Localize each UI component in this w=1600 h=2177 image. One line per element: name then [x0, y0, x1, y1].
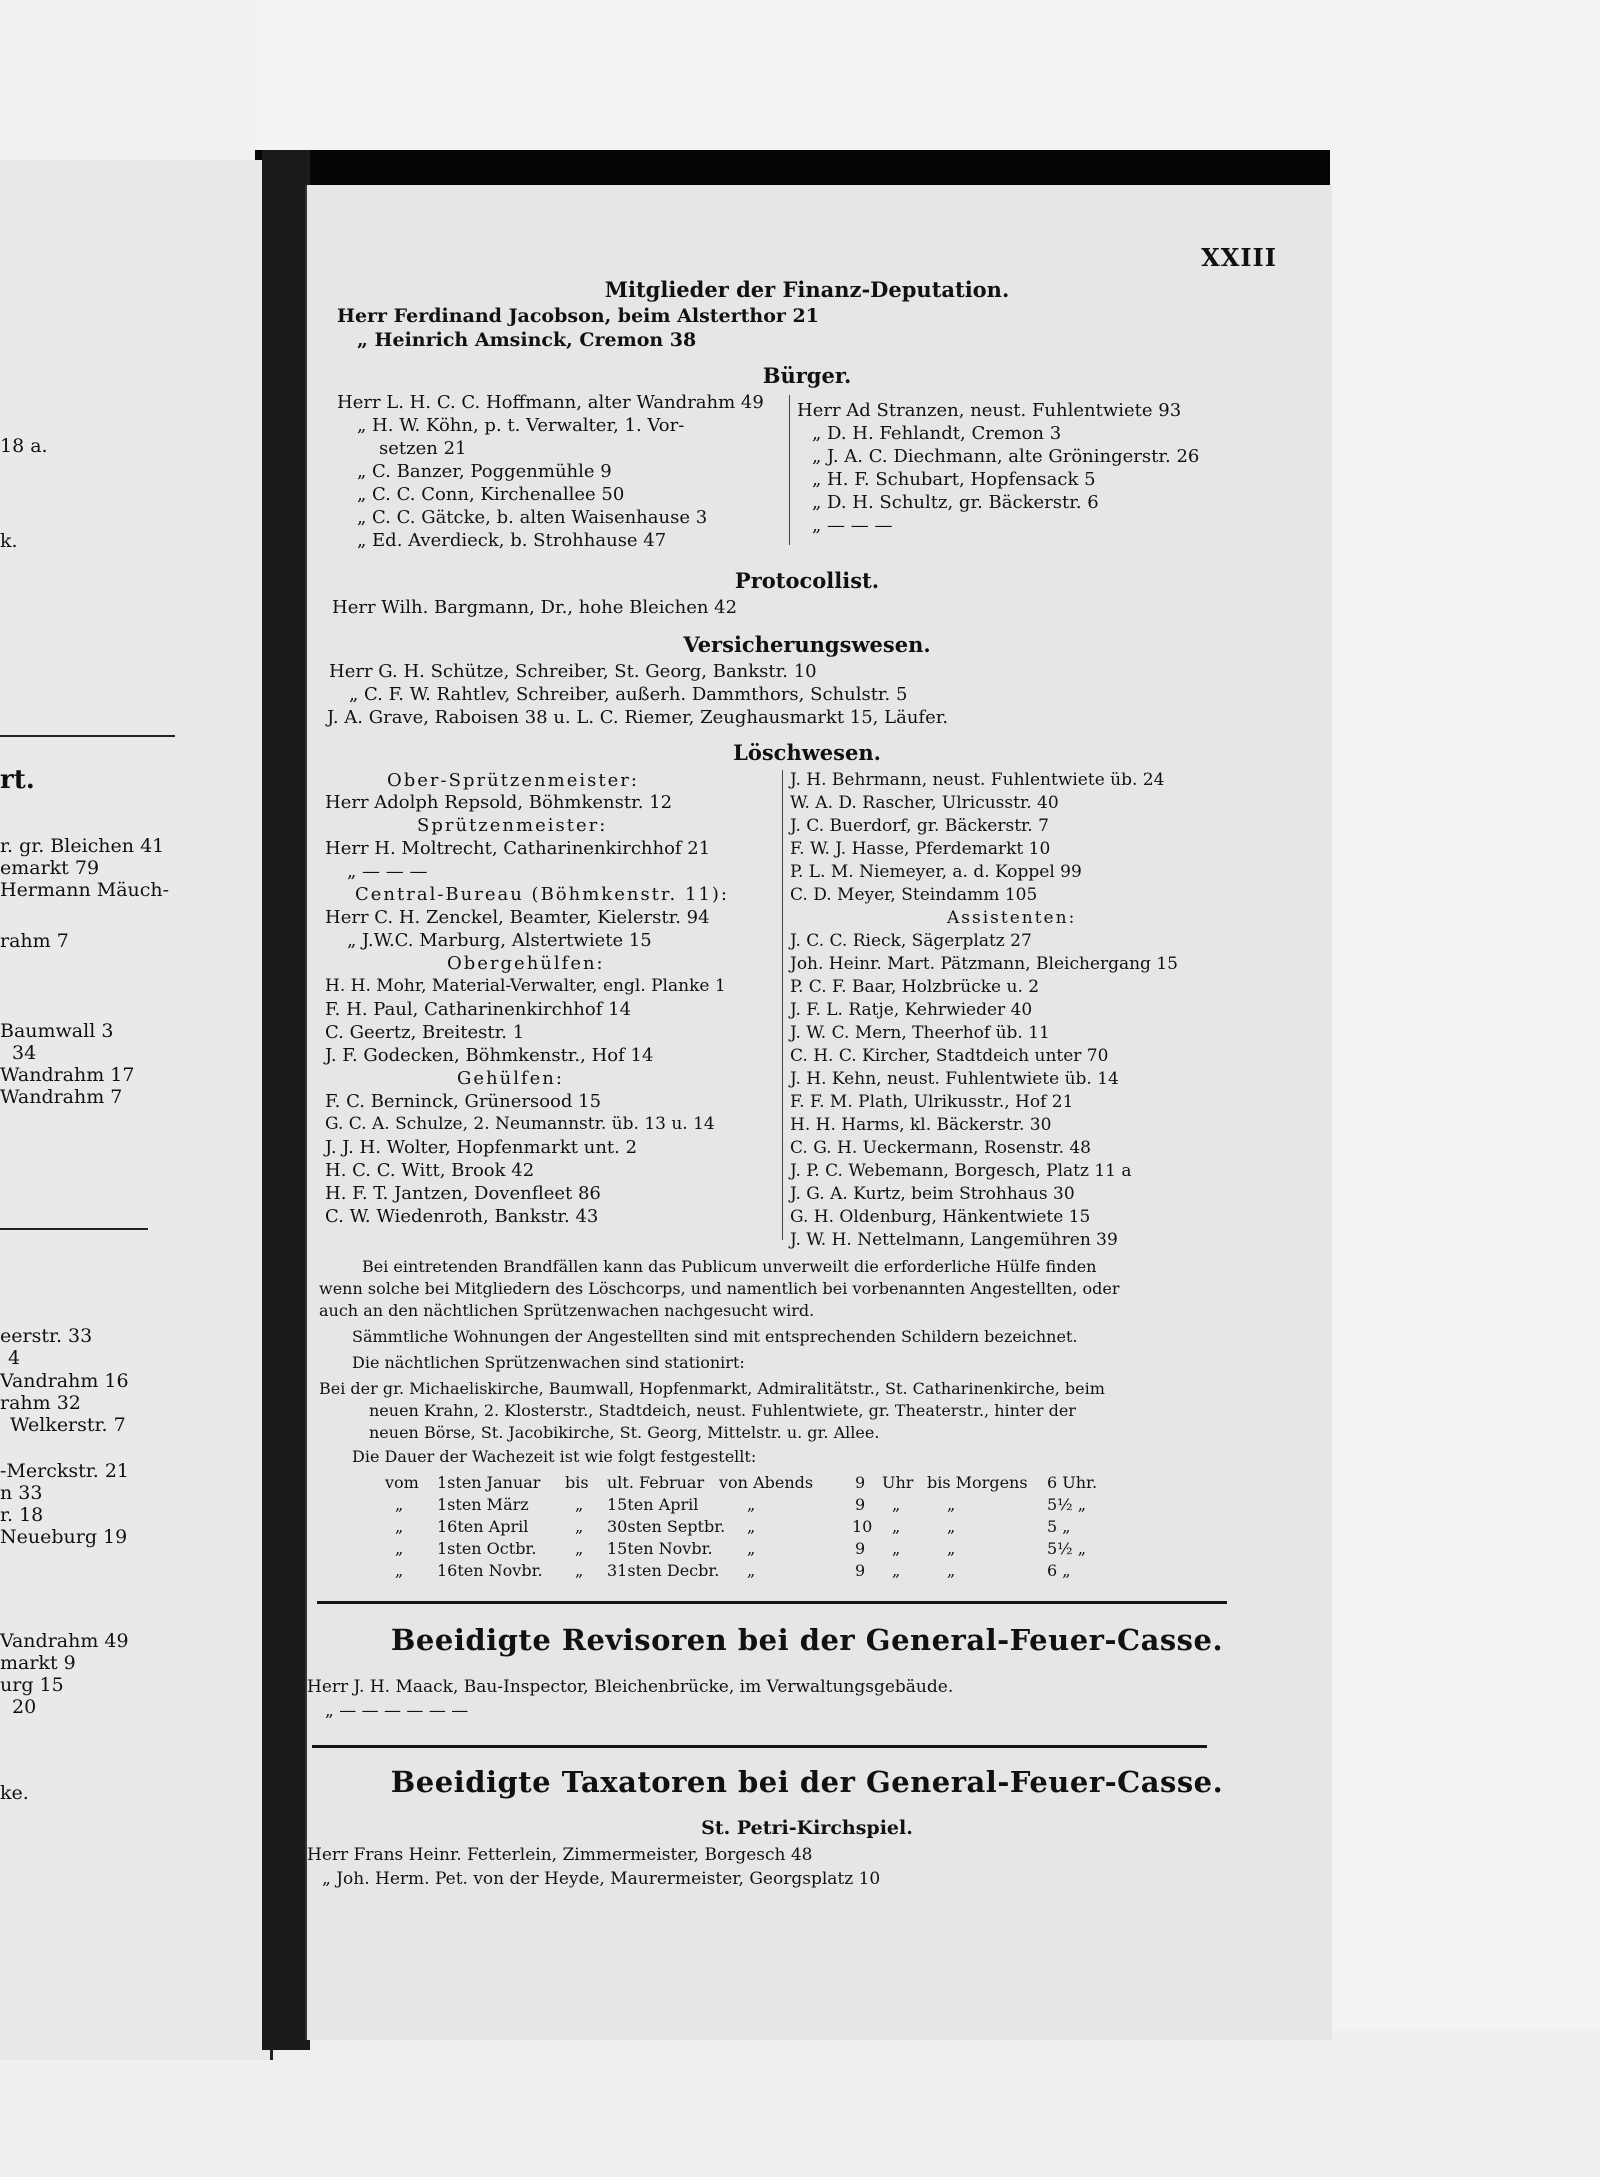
buerger-left-line: „ C. C. Conn, Kirchenallee 50	[357, 484, 625, 505]
loesch-left-line: J. J. H. Wolter, Hopfenmarkt unt. 2	[325, 1137, 638, 1158]
left-fragment: Welkerstr. 7	[10, 1414, 126, 1436]
buerger-left-line: „ Ed. Averdieck, b. Strohhause 47	[357, 530, 667, 551]
loesch-right-line: F. W. J. Hasse, Pferdemarkt 10	[790, 839, 1051, 859]
buerger-right-line: „ — — —	[812, 515, 893, 536]
schedule-cell: 9	[855, 1495, 866, 1514]
loesch-left-line: H. H. Mohr, Material-Verwalter, engl. Planke 1	[325, 976, 726, 996]
buerger-column-separator	[789, 395, 790, 545]
loesch-left-line: F. C. Berninck, Grünersood 15	[325, 1091, 602, 1112]
loesch-right-line: J. F. L. Ratje, Kehrwieder 40	[790, 1000, 1033, 1020]
versicherung-line: Herr G. H. Schütze, Schreiber, St. Georg, Bankstr. 10	[329, 661, 817, 682]
protocollist-line: Herr Wilh. Bargmann, Dr., hohe Bleichen 42	[332, 597, 738, 618]
left-fragment: r. gr. Bleichen 41	[0, 835, 165, 857]
schedule-cell: „	[747, 1517, 756, 1536]
loesch-left-line: Obergehülfen:	[447, 953, 605, 974]
schedule-cell: 16ten Novbr.	[437, 1561, 543, 1580]
loesch-right-line: J. G. A. Kurtz, beim Strohhaus 30	[790, 1184, 1075, 1204]
schedule-cell: „	[747, 1561, 756, 1580]
loesch-left-line: „ J.W.C. Marburg, Alstertwiete 15	[347, 930, 652, 951]
loesch-left-line: Herr C. H. Zenckel, Beamter, Kielerstr. 94	[325, 907, 710, 928]
buerger-right-line: Herr Ad Stranzen, neust. Fuhlentwiete 93	[797, 400, 1182, 421]
loesch-left-line: Central-Bureau (Böhmkenstr. 11):	[355, 884, 729, 905]
schedule-cell: 5 „	[1047, 1517, 1071, 1536]
main-page	[305, 185, 1332, 2040]
schedule-cell: 10	[852, 1517, 873, 1536]
notice-line: Die Dauer der Wachezeit ist wie folgt festgestellt:	[352, 1447, 757, 1466]
schedule-cell: bis	[565, 1473, 589, 1492]
loesch-right-line: W. A. D. Rascher, Ulricusstr. 40	[790, 793, 1059, 813]
buerger-left-line: setzen 21	[379, 438, 467, 459]
schedule-cell: „	[892, 1561, 901, 1580]
left-fragment: 34	[12, 1042, 37, 1064]
loeschwesen-column-separator	[782, 770, 783, 1240]
notice-line: auch an den nächtlichen Sprützenwachen nachgesucht wird.	[319, 1301, 815, 1320]
notice-line: Bei eintretenden Brandfällen kann das Publicum unverweilt die erforderliche Hülfe finden	[362, 1257, 1097, 1276]
taxatoren-heading: Beeidigte Taxatoren bei der General-Feuer-Casse.	[390, 1765, 1224, 1799]
left-fragment: Hermann Mäuch-	[0, 879, 170, 901]
schedule-cell: 9	[855, 1473, 866, 1492]
loesch-left-line: Gehülfen:	[457, 1068, 564, 1089]
buerger-left-line: „ H. W. Köhn, p. t. Verwalter, 1. Vor-	[357, 415, 685, 436]
loesch-left-line: Herr Adolph Repsold, Böhmkenstr. 12	[325, 792, 673, 813]
left-fragment: Wandrahm 7	[0, 1086, 123, 1108]
schedule-cell: 16ten April	[437, 1517, 529, 1536]
loesch-right-line: J. W. H. Nettelmann, Langemühren 39	[790, 1230, 1118, 1250]
schedule-cell: „	[892, 1539, 901, 1558]
schedule-cell: „	[395, 1561, 404, 1580]
schedule-cell: Uhr	[882, 1473, 914, 1492]
background-right	[1330, 0, 1600, 2177]
schedule-cell: 15ten Novbr.	[607, 1539, 713, 1558]
loesch-right-line: J. H. Kehn, neust. Fuhlentwiete üb. 14	[790, 1069, 1119, 1089]
loesch-right-line: C. D. Meyer, Steindamm 105	[790, 885, 1038, 905]
revisoren-line: Herr J. H. Maack, Bau-Inspector, Bleichenbrücke, im Verwaltungsgebäude.	[307, 1677, 954, 1697]
loesch-left-line: H. F. T. Jantzen, Dovenfleet 86	[325, 1183, 601, 1204]
schedule-cell: ult. Februar	[607, 1473, 705, 1492]
versicherung-line: J. A. Grave, Raboisen 38 u. L. C. Riemer, Zeughausmarkt 15, Läufer.	[327, 707, 949, 728]
left-fragment: Wandrahm 17	[0, 1064, 135, 1086]
loesch-right-line: C. G. H. Ueckermann, Rosenstr. 48	[790, 1138, 1092, 1158]
schedule-cell: 31sten Decbr.	[607, 1561, 720, 1580]
loesch-right-line: P. C. F. Baar, Holzbrücke u. 2	[790, 977, 1040, 997]
buerger-left-line: „ C. C. Gätcke, b. alten Waisenhause 3	[357, 507, 708, 528]
left-fragment: 20	[12, 1696, 37, 1718]
protocollist-heading: Protocollist.	[734, 568, 880, 593]
schedule-cell: vom	[385, 1473, 419, 1492]
loesch-left-line: J. F. Godecken, Böhmkenstr., Hof 14	[325, 1045, 654, 1066]
left-fragment: markt 9	[0, 1652, 76, 1674]
notice-line: Die nächtlichen Sprützenwachen sind stationirt:	[352, 1353, 745, 1372]
buerger-right-line: „ J. A. C. Diechmann, alte Gröningerstr. 26	[812, 446, 1200, 467]
schedule-cell: „	[395, 1495, 404, 1514]
schedule-cell: 5½ „	[1047, 1539, 1087, 1558]
schedule-cell: 9	[855, 1561, 866, 1580]
loesch-right-line: Assistenten:	[947, 908, 1077, 928]
loesch-left-line: C. Geertz, Breitestr. 1	[325, 1022, 525, 1043]
notice-line: neuen Krahn, 2. Klosterstr., Stadtdeich, neust. Fuhlentwiete, gr. Theaterstr., hinter der	[369, 1401, 1076, 1420]
finanz-line: „ Heinrich Amsinck, Cremon 38	[357, 329, 697, 351]
section-rule	[312, 1745, 1207, 1748]
taxatoren-line: „ Joh. Herm. Pet. von der Heyde, Maurermeister, Georgsplatz 10	[322, 1869, 881, 1889]
loesch-left-line: G. C. A. Schulze, 2. Neumannstr. üb. 13 u. 14	[325, 1114, 715, 1134]
loesch-right-line: J. C. Buerdorf, gr. Bäckerstr. 7	[790, 816, 1049, 836]
left-fragment: eerstr. 33	[0, 1325, 93, 1347]
revisoren-line: „ — — — — — —	[325, 1701, 469, 1721]
finanz-heading: Mitglieder der Finanz-Deputation.	[604, 277, 1010, 302]
schedule-cell: „	[575, 1517, 584, 1536]
left-facing-page	[0, 160, 273, 2060]
loesch-right-line: F. F. M. Plath, Ulrikusstr., Hof 21	[790, 1092, 1074, 1112]
buerger-left-line: Herr L. H. C. C. Hoffmann, alter Wandrahm 49	[337, 392, 764, 413]
left-fragment: k.	[0, 530, 18, 552]
left-rule	[0, 735, 175, 737]
loesch-right-line: J. H. Behrmann, neust. Fuhlentwiete üb. 24	[790, 770, 1165, 790]
taxatoren-subheading: St. Petri-Kirchspiel.	[701, 1817, 913, 1839]
schedule-cell: „	[747, 1495, 756, 1514]
loesch-right-line: J. P. C. Webemann, Borgesch, Platz 11 a	[790, 1161, 1132, 1181]
left-fragment: Vandrahm 16	[0, 1370, 129, 1392]
schedule-cell: „	[947, 1539, 956, 1558]
left-fragment: rahm 32	[0, 1392, 81, 1414]
schedule-cell: „	[892, 1517, 901, 1536]
notice-line: neuen Börse, St. Jacobikirche, St. Georg, Mittelstr. u. gr. Allee.	[369, 1423, 880, 1442]
schedule-cell: 6 „	[1047, 1561, 1071, 1580]
loesch-right-line: J. W. C. Mern, Theerhof üb. 11	[790, 1023, 1050, 1043]
left-fragment: 18 a.	[0, 435, 48, 457]
versicherung-line: „ C. F. W. Rahtlev, Schreiber, außerh. Dammthors, Schulstr. 5	[349, 684, 908, 705]
loeschwesen-heading: Löschwesen.	[733, 740, 881, 765]
loesch-left-line: Herr H. Moltrecht, Catharinenkirchhof 21	[325, 838, 711, 859]
schedule-cell: „	[395, 1517, 404, 1536]
left-fragment: rahm 7	[0, 930, 69, 952]
left-fragment: r. 18	[0, 1504, 44, 1526]
buerger-right-line: „ H. F. Schubart, Hopfensack 5	[812, 469, 1096, 490]
schedule-cell: 9	[855, 1539, 866, 1558]
schedule-cell: „	[395, 1539, 404, 1558]
notice-line: Sämmtliche Wohnungen der Angestellten sind mit entsprechenden Schildern bezeichnet.	[352, 1327, 1078, 1346]
left-fragment: 4	[8, 1347, 21, 1369]
schedule-cell: „	[575, 1561, 584, 1580]
schedule-cell: „	[747, 1539, 756, 1558]
page-number: XXIII	[1201, 243, 1277, 272]
loesch-right-line: J. C. C. Rieck, Sägerplatz 27	[790, 931, 1032, 951]
section-rule	[317, 1601, 1227, 1604]
left-fragment: rt.	[0, 765, 35, 795]
schedule-cell: „	[947, 1561, 956, 1580]
schedule-cell: 5½ „	[1047, 1495, 1087, 1514]
finanz-line: Herr Ferdinand Jacobson, beim Alsterthor 21	[337, 305, 819, 327]
loesch-left-line: F. H. Paul, Catharinenkirchhof 14	[325, 999, 632, 1020]
schedule-cell: 1sten März	[437, 1495, 529, 1514]
left-fragment: ke.	[0, 1782, 29, 1804]
schedule-cell: 6 Uhr.	[1047, 1473, 1098, 1492]
left-fragment: urg 15	[0, 1674, 64, 1696]
buerger-right-line: „ D. H. Schultz, gr. Bäckerstr. 6	[812, 492, 1099, 513]
loesch-left-line: Sprützenmeister:	[417, 815, 608, 836]
left-fragment: Baumwall 3	[0, 1020, 114, 1042]
notice-line: wenn solche bei Mitgliedern des Löschcorps, und namentlich bei vorbenannten Angestellten, oder	[319, 1279, 1120, 1298]
left-rule	[0, 1228, 148, 1230]
schedule-cell: 1sten Octbr.	[437, 1539, 537, 1558]
loesch-right-line: G. H. Oldenburg, Hänkentwiete 15	[790, 1207, 1091, 1227]
schedule-cell: „	[575, 1495, 584, 1514]
loesch-left-line: Ober-Sprützenmeister:	[387, 770, 639, 791]
left-fragment: Neueburg 19	[0, 1526, 128, 1548]
left-fragment: -Merckstr. 21	[0, 1460, 129, 1482]
schedule-cell: „	[947, 1517, 956, 1536]
schedule-cell: 15ten April	[607, 1495, 699, 1514]
buerger-right-line: „ D. H. Fehlandt, Cremon 3	[812, 423, 1062, 444]
loesch-right-line: H. H. Harms, kl. Bäckerstr. 30	[790, 1115, 1052, 1135]
loesch-right-line: P. L. M. Niemeyer, a. d. Koppel 99	[790, 862, 1082, 882]
schedule-cell: 1sten Januar	[437, 1473, 541, 1492]
loesch-left-line: „ — — —	[347, 861, 428, 882]
loesch-left-line: H. C. C. Witt, Brook 42	[325, 1160, 535, 1181]
revisoren-heading: Beeidigte Revisoren bei der General-Feuer-Casse.	[390, 1623, 1224, 1657]
schedule-cell: „	[892, 1495, 901, 1514]
loesch-right-line: C. H. C. Kircher, Stadtdeich unter 70	[790, 1046, 1109, 1066]
left-fragment: n 33	[0, 1482, 43, 1504]
left-fragment: emarkt 79	[0, 857, 100, 879]
schedule-cell: 30sten Septbr.	[607, 1517, 726, 1536]
schedule-cell: „	[575, 1539, 584, 1558]
buerger-heading: Bürger.	[762, 363, 852, 388]
schedule-cell: von Abends	[719, 1473, 814, 1492]
taxatoren-line: Herr Frans Heinr. Fetterlein, Zimmermeister, Borgesch 48	[307, 1845, 813, 1865]
buerger-left-line: „ C. Banzer, Poggenmühle 9	[357, 461, 612, 482]
notice-line: Bei der gr. Michaeliskirche, Baumwall, Hopfenmarkt, Admiralitätstr., St. Catharinenkirche, beim	[319, 1379, 1105, 1398]
loesch-right-line: Joh. Heinr. Mart. Pätzmann, Bleichergang 15	[790, 954, 1178, 974]
versicherung-heading: Versicherungswesen.	[683, 632, 931, 657]
schedule-cell: „	[947, 1495, 956, 1514]
schedule-cell: bis Morgens	[927, 1473, 1028, 1492]
loesch-left-line: C. W. Wiedenroth, Bankstr. 43	[325, 1206, 599, 1227]
book-gutter	[262, 150, 310, 2050]
left-fragment: Vandrahm 49	[0, 1630, 129, 1652]
